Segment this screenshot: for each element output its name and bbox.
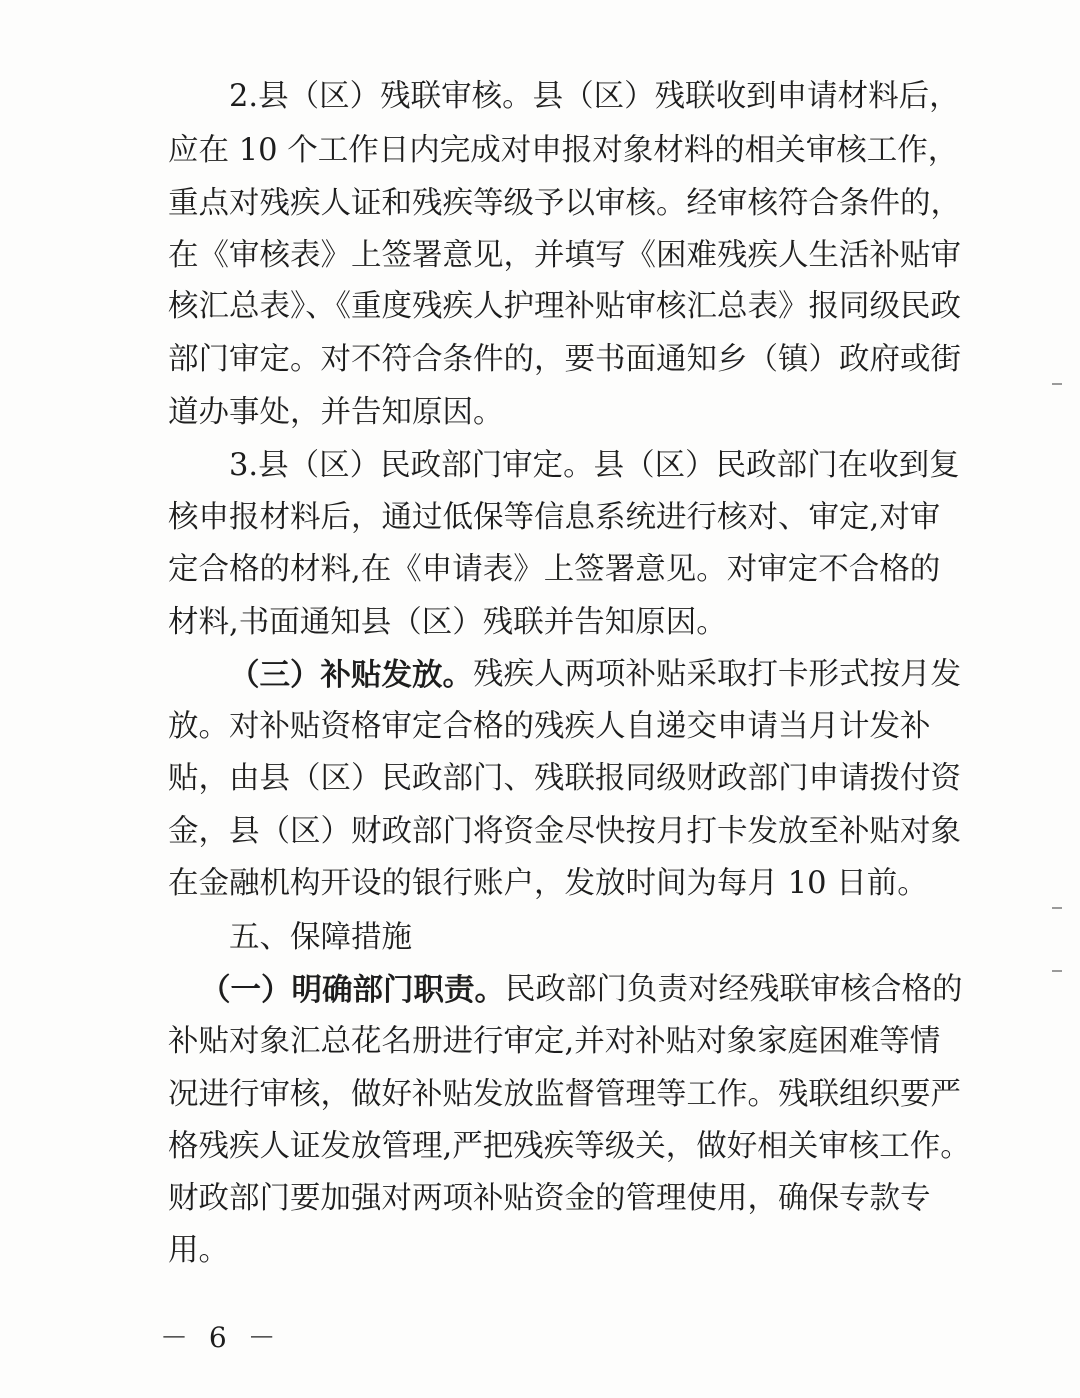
text-line-rest: 残疾人两项补贴采取打卡形式按月发 <box>473 657 961 692</box>
text-line: 用。 <box>168 1233 229 1268</box>
text-line: 格残疾人证发放管理,严把残疾等级关，做好相关审核工作。 <box>168 1129 971 1164</box>
text-line: 金，县（区）财政部门将资金尽快按月打卡发放至补贴对象 <box>168 814 961 849</box>
text-line: 3.县（区）民政部门审定。县（区）民政部门在收到复 <box>229 448 960 483</box>
text-line: 道办事处，并告知原因。 <box>168 395 504 430</box>
section-heading-line <box>200 963 963 1017</box>
text-line: 放。对补贴资格审定合格的残疾人自递交申请当月计发补 <box>168 709 931 744</box>
subsidy-issue-heading: （三）补贴发放。 <box>229 657 473 693</box>
text-line: 重点对残疾人证和残疾等级予以审核。经审核符合条件的， <box>168 186 961 221</box>
text-line: 贴，由县（区）民政部门、残联报同级财政部门申请拨付资 <box>168 761 961 796</box>
text-line: 补贴对象汇总花名册进行审定,并对补贴对象家庭困难等情 <box>168 1024 941 1059</box>
text-line: 财政部门要加强对两项补贴资金的管理使用，确保专款专 <box>168 1181 931 1216</box>
section-title: 五、保障措施 <box>229 920 412 955</box>
text-line: 况进行审核，做好补贴发放监督管理等工作。残联组织要严 <box>168 1077 961 1112</box>
text-line: 在金融机构开设的银行账户，发放时间为每月 10 日前。 <box>168 866 928 901</box>
scan-edge-mark <box>1052 907 1062 909</box>
text-line: 核汇总表》、《重度残疾人护理补贴审核汇总表》报同级民政 <box>168 289 961 324</box>
text-line: 应在 10 个工作日内完成对申报对象材料的相关审核工作， <box>168 133 959 168</box>
page-number: － 6 － <box>160 1321 282 1354</box>
text-line: 核申报材料后，通过低保等信息系统进行核对、审定,对审 <box>168 500 941 535</box>
scan-edge-mark <box>1052 970 1062 972</box>
section-heading-line <box>229 648 961 702</box>
text-line: 部门审定。对不符合条件的，要书面通知乡（镇）政府或街 <box>168 342 961 377</box>
clarify-duties-heading: （一）明确部门职责。 <box>200 972 505 1008</box>
scan-edge-mark <box>1052 383 1062 385</box>
text-line: 2.县（区）残联审核。县（区）残联收到申请材料后， <box>229 79 960 114</box>
text-line-rest: 民政部门负责对经残联审核合格的 <box>505 972 963 1007</box>
text-line: 定合格的材料,在《申请表》上签署意见。对审定不合格的 <box>168 552 941 587</box>
text-line: 材料,书面通知县（区）残联并告知原因。 <box>168 605 727 640</box>
text-line: 在《审核表》上签署意见，并填写《困难残疾人生活补贴审 <box>168 238 961 273</box>
